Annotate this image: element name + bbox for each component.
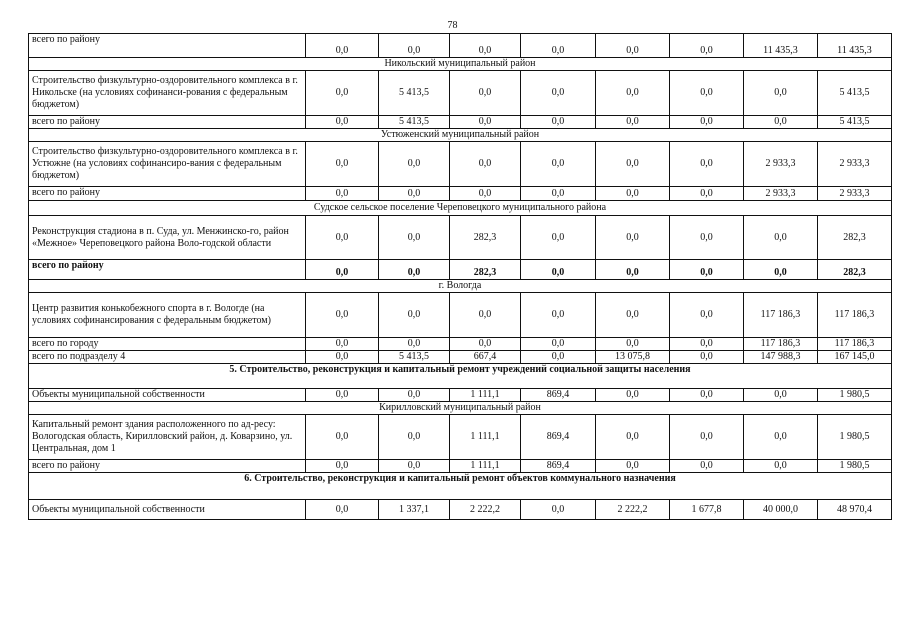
- row-label: всего по району: [29, 116, 306, 129]
- value-cell: 117 186,3: [744, 293, 818, 338]
- value-cell: 5 413,5: [818, 71, 892, 116]
- value-cell: 0,0: [306, 260, 379, 280]
- value-cell: 1 111,1: [450, 415, 521, 460]
- value-cell: 0,0: [521, 34, 596, 58]
- row-label: всего по городу: [29, 338, 306, 351]
- budget-table: [28, 33, 892, 520]
- value-cell: 0,0: [596, 338, 670, 351]
- value-cell: 1 980,5: [818, 389, 892, 402]
- value-cell: 0,0: [670, 415, 744, 460]
- value-cell: 0,0: [596, 389, 670, 402]
- row-label: всего по району: [29, 34, 306, 58]
- value-cell: 0,0: [596, 260, 670, 280]
- section-header-row: [29, 129, 892, 142]
- value-cell: 0,0: [596, 142, 670, 187]
- value-cell: 1 111,1: [450, 460, 521, 473]
- value-cell: 2 933,3: [818, 142, 892, 187]
- value-cell: 117 186,3: [818, 293, 892, 338]
- value-cell: 0,0: [306, 338, 379, 351]
- value-cell: 0,0: [450, 142, 521, 187]
- total-row: [29, 187, 892, 201]
- section-title: 6. Строительство, реконструкция и капитальный ремонт объектов коммунального назначения: [29, 473, 892, 500]
- value-cell: 282,3: [450, 260, 521, 280]
- section-header-row: [29, 473, 892, 500]
- value-cell: 1 337,1: [379, 500, 450, 520]
- total-row: [29, 338, 892, 351]
- value-cell: 0,0: [379, 389, 450, 402]
- section-title: 5. Строительство, реконструкция и капитальный ремонт учреждений социальной защиты населения: [29, 364, 892, 389]
- value-cell: 2 933,3: [744, 187, 818, 201]
- total-row: [29, 116, 892, 129]
- row-label: Реконструкция стадиона в п. Суда, ул. Менжинско-го, район «Межное» Череповецкого района Воло-годской области: [29, 216, 306, 260]
- value-cell: 0,0: [744, 71, 818, 116]
- value-cell: 2 222,2: [450, 500, 521, 520]
- row-label: Объекты муниципальной собственности: [29, 500, 306, 520]
- section-title: Никольский муниципальный район: [29, 58, 892, 71]
- value-cell: 282,3: [818, 260, 892, 280]
- value-cell: 0,0: [670, 71, 744, 116]
- table-row: [29, 293, 892, 338]
- value-cell: 1 980,5: [818, 460, 892, 473]
- value-cell: 0,0: [450, 338, 521, 351]
- value-cell: 0,0: [521, 187, 596, 201]
- row-label: Строительство физкультурно-оздоровительного комплекса в г. Никольске (на условиях софинанси-рования с федеральным бюджетом): [29, 71, 306, 116]
- section-title: Судское сельское поселение Череповецкого муниципального района: [29, 201, 892, 216]
- value-cell: 869,4: [521, 389, 596, 402]
- value-cell: 0,0: [379, 216, 450, 260]
- section-header-row: [29, 364, 892, 389]
- value-cell: 0,0: [450, 34, 521, 58]
- section-title: Устюженский муниципальный район: [29, 129, 892, 142]
- value-cell: 0,0: [306, 116, 379, 129]
- table-row: [29, 389, 892, 402]
- value-cell: 11 435,3: [818, 34, 892, 58]
- value-cell: 11 435,3: [744, 34, 818, 58]
- row-label: Объекты муниципальной собственности: [29, 389, 306, 402]
- value-cell: 0,0: [744, 415, 818, 460]
- value-cell: 0,0: [450, 293, 521, 338]
- value-cell: 0,0: [596, 293, 670, 338]
- value-cell: 0,0: [379, 34, 450, 58]
- value-cell: 0,0: [670, 142, 744, 187]
- value-cell: 0,0: [379, 142, 450, 187]
- value-cell: 0,0: [306, 460, 379, 473]
- value-cell: 5 413,5: [379, 351, 450, 364]
- section-title: г. Вологда: [29, 280, 892, 293]
- value-cell: 0,0: [521, 71, 596, 116]
- table-row: [29, 142, 892, 187]
- total-row: [29, 260, 892, 280]
- row-label: Строительство физкультурно-оздоровительного комплекса в г. Устюжне (на условиях софинансиро-вания с федеральным бюджетом): [29, 142, 306, 187]
- value-cell: 0,0: [450, 71, 521, 116]
- value-cell: 0,0: [521, 260, 596, 280]
- value-cell: 167 145,0: [818, 351, 892, 364]
- value-cell: 0,0: [596, 216, 670, 260]
- value-cell: 0,0: [450, 187, 521, 201]
- section-title: Кирилловский муниципальный район: [29, 402, 892, 415]
- value-cell: 147 988,3: [744, 351, 818, 364]
- value-cell: 0,0: [670, 116, 744, 129]
- value-cell: 869,4: [521, 415, 596, 460]
- value-cell: 0,0: [306, 187, 379, 201]
- value-cell: 0,0: [744, 260, 818, 280]
- value-cell: 869,4: [521, 460, 596, 473]
- value-cell: 0,0: [379, 187, 450, 201]
- table-row: [29, 415, 892, 460]
- value-cell: 0,0: [670, 216, 744, 260]
- value-cell: 0,0: [670, 260, 744, 280]
- value-cell: 1 111,1: [450, 389, 521, 402]
- value-cell: 0,0: [744, 116, 818, 129]
- value-cell: 2 933,3: [818, 187, 892, 201]
- value-cell: 0,0: [306, 216, 379, 260]
- value-cell: 0,0: [306, 500, 379, 520]
- value-cell: 0,0: [596, 415, 670, 460]
- value-cell: 5 413,5: [379, 71, 450, 116]
- value-cell: 2 933,3: [744, 142, 818, 187]
- value-cell: 0,0: [306, 389, 379, 402]
- value-cell: 0,0: [521, 338, 596, 351]
- value-cell: 0,0: [596, 71, 670, 116]
- row-label: всего по району: [29, 187, 306, 201]
- table-row: [29, 71, 892, 116]
- section-header-row: [29, 402, 892, 415]
- value-cell: 0,0: [521, 351, 596, 364]
- table-row: [29, 216, 892, 260]
- value-cell: 0,0: [306, 71, 379, 116]
- value-cell: 667,4: [450, 351, 521, 364]
- section-header-row: [29, 280, 892, 293]
- value-cell: 0,0: [596, 34, 670, 58]
- value-cell: 117 186,3: [744, 338, 818, 351]
- value-cell: 0,0: [670, 389, 744, 402]
- value-cell: 0,0: [670, 187, 744, 201]
- value-cell: 0,0: [521, 500, 596, 520]
- value-cell: 0,0: [379, 260, 450, 280]
- value-cell: 0,0: [670, 293, 744, 338]
- value-cell: 0,0: [670, 351, 744, 364]
- value-cell: 0,0: [379, 293, 450, 338]
- row-label: всего по подразделу 4: [29, 351, 306, 364]
- value-cell: 0,0: [379, 415, 450, 460]
- table-row: [29, 500, 892, 520]
- value-cell: 0,0: [379, 460, 450, 473]
- value-cell: 0,0: [744, 389, 818, 402]
- row-label: всего по району: [29, 460, 306, 473]
- value-cell: 0,0: [521, 216, 596, 260]
- value-cell: 0,0: [306, 34, 379, 58]
- value-cell: 0,0: [306, 351, 379, 364]
- value-cell: 0,0: [379, 338, 450, 351]
- section-header-row: [29, 58, 892, 71]
- value-cell: 2 222,2: [596, 500, 670, 520]
- value-cell: 0,0: [596, 116, 670, 129]
- value-cell: 0,0: [521, 142, 596, 187]
- value-cell: 282,3: [818, 216, 892, 260]
- total-row: [29, 34, 892, 58]
- value-cell: 0,0: [670, 34, 744, 58]
- value-cell: 0,0: [744, 460, 818, 473]
- value-cell: 0,0: [450, 116, 521, 129]
- value-cell: 0,0: [306, 293, 379, 338]
- value-cell: 0,0: [306, 142, 379, 187]
- value-cell: 48 970,4: [818, 500, 892, 520]
- page-number: 78: [447, 20, 458, 31]
- value-cell: 117 186,3: [818, 338, 892, 351]
- row-label: всего по району: [29, 260, 306, 280]
- row-label: Капитальный ремонт здания расположенного по ад-ресу: Вологодская область, Кирилловский район, д. Коварзино, ул. Центральная, дом 1: [29, 415, 306, 460]
- total-row: [29, 351, 892, 364]
- total-row: [29, 460, 892, 473]
- value-cell: 282,3: [450, 216, 521, 260]
- value-cell: 0,0: [670, 338, 744, 351]
- value-cell: 0,0: [521, 116, 596, 129]
- row-label: Центр развития конькобежного спорта в г. Вологде (на условиях софинансирования с федеральным бюджетом): [29, 293, 306, 338]
- value-cell: 0,0: [670, 460, 744, 473]
- value-cell: 5 413,5: [818, 116, 892, 129]
- value-cell: 5 413,5: [379, 116, 450, 129]
- value-cell: 0,0: [744, 216, 818, 260]
- value-cell: 1 677,8: [670, 500, 744, 520]
- value-cell: 1 980,5: [818, 415, 892, 460]
- value-cell: 0,0: [596, 187, 670, 201]
- value-cell: 0,0: [596, 460, 670, 473]
- value-cell: 0,0: [521, 293, 596, 338]
- value-cell: 40 000,0: [744, 500, 818, 520]
- value-cell: 13 075,8: [596, 351, 670, 364]
- section-header-row: [29, 201, 892, 216]
- value-cell: 0,0: [306, 415, 379, 460]
